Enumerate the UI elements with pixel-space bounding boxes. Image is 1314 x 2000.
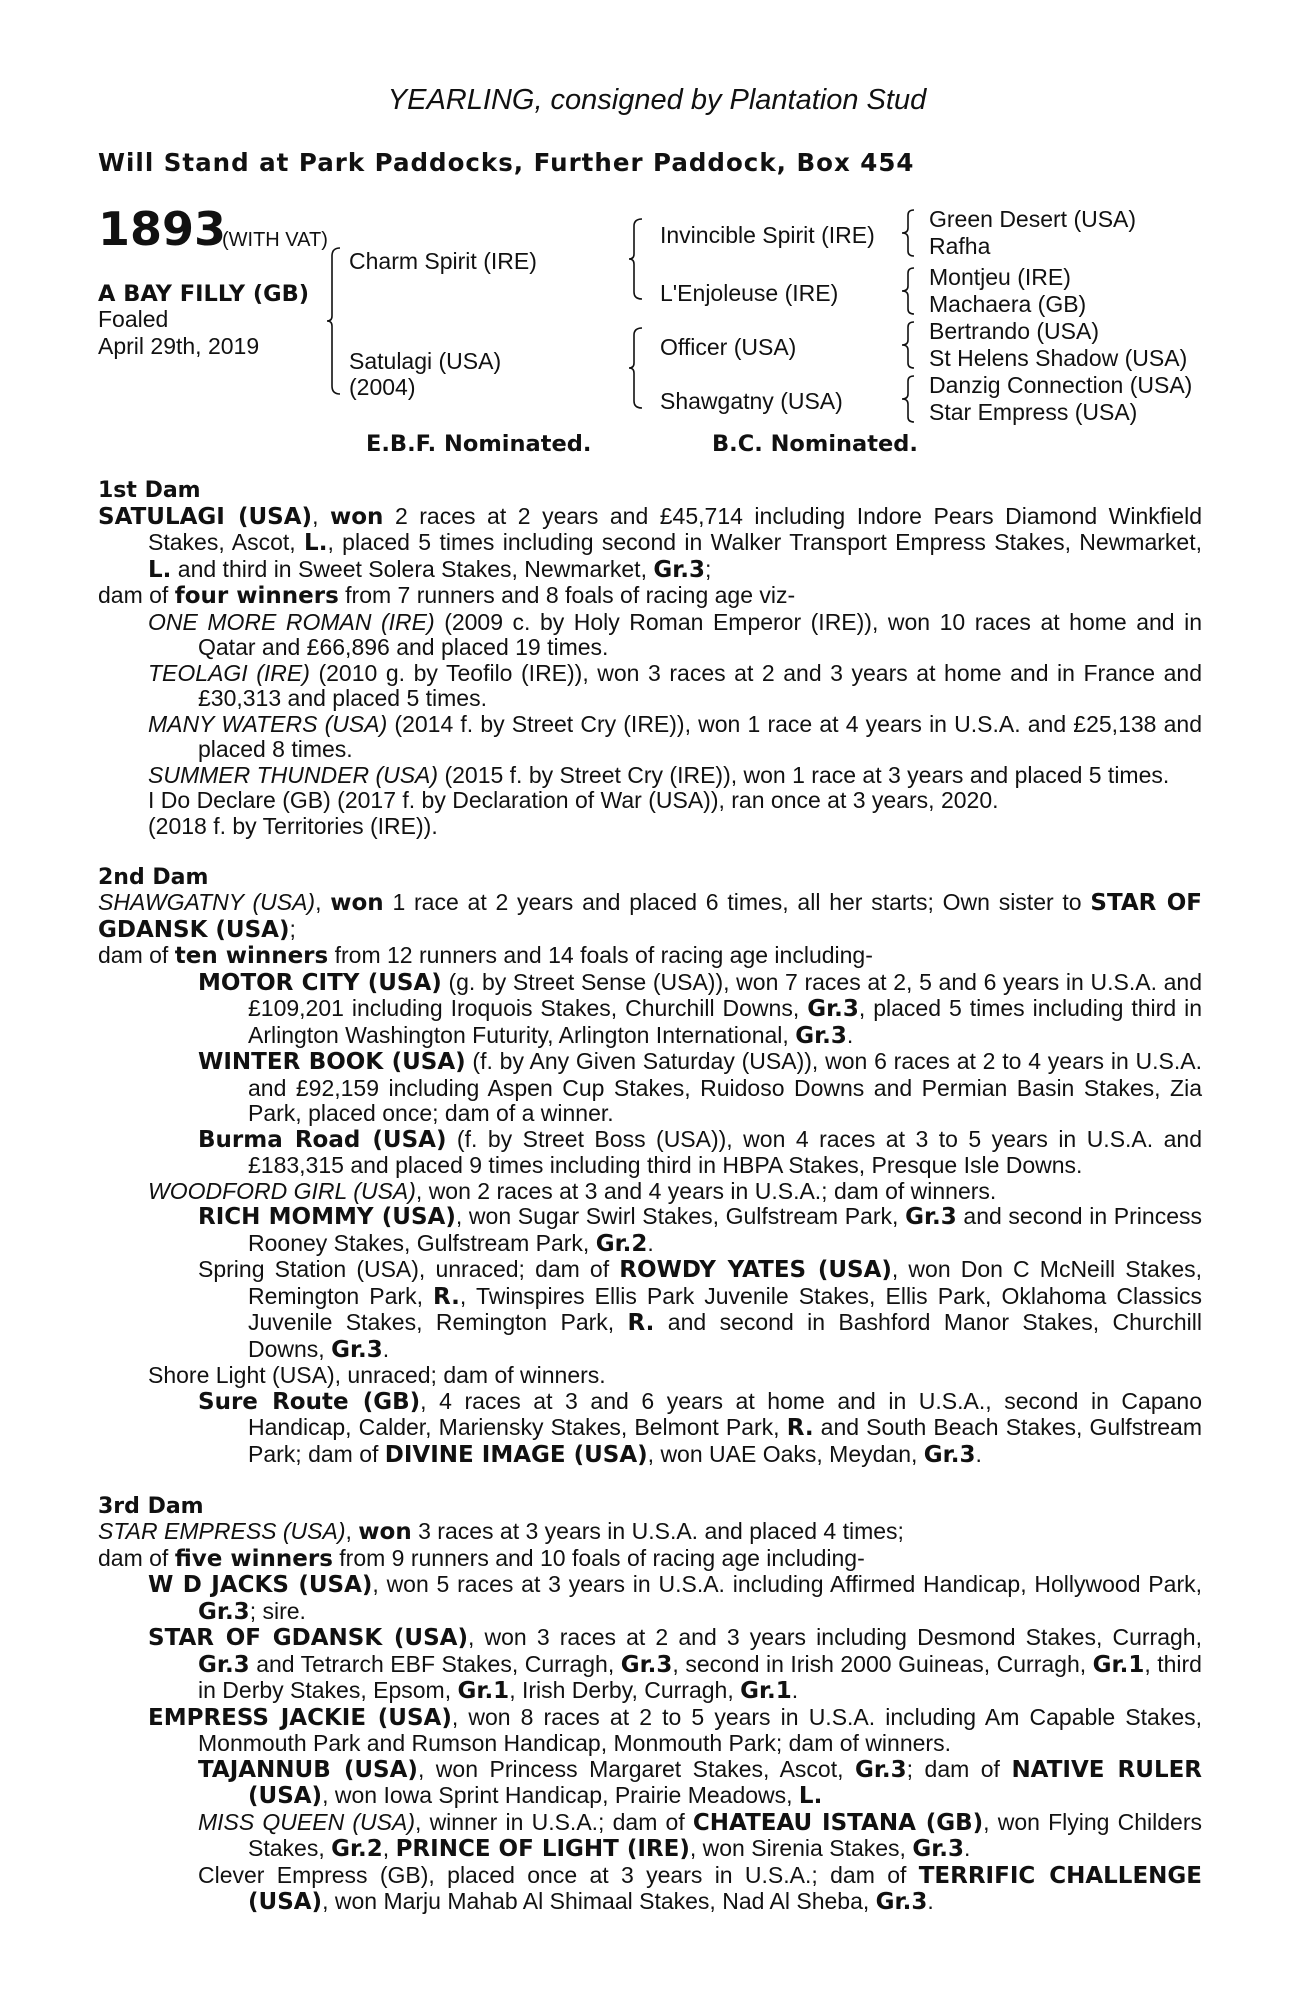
pedigree-dam-sire: Officer (USA) bbox=[660, 334, 797, 360]
offspring-entry: MOTOR CITY (USA) (g. by Street Sense (USA)), won 7 races at 2, 5 and 6 years in U.S.A. and £109,201 including Iroquois Stakes, Churchill Downs, Gr.3, placed 5 times including third in Arlington Washington Futurity, Arlington International, Gr.3. bbox=[198, 968, 1202, 1049]
pedigree-dam-dam: Shawgatny (USA) bbox=[660, 388, 843, 414]
offspring-entry: I Do Declare (GB) (2017 f. by Declaration of War (USA)), ran once at 3 years, 2020. bbox=[148, 787, 999, 813]
consignor-line: YEARLING, consigned by Plantation Stud bbox=[387, 84, 927, 116]
offspring-entry: Shore Light (USA), unraced; dam of winners. bbox=[148, 1362, 606, 1388]
pedigree-brace-ds bbox=[900, 320, 918, 370]
offspring-entry: STAR OF GDANSK (USA), won 3 races at 2 and 3 years including Desmond Stakes, Curragh, Gr.3 and Tetrarch EBF Stakes, Curragh, Gr.3, second in Irish 2000 Guineas, Curragh, Gr.1, third in Derby Stakes, Epsom, Gr.1, Irish Derby, Curragh, Gr.1. bbox=[148, 1624, 1202, 1704]
pedigree-dds: Danzig Connection (USA) bbox=[929, 372, 1193, 398]
offspring-entry: Burma Road (USA) (f. by Street Boss (USA)), won 4 races at 3 to 5 years in U.S.A. and £183,315 and placed 9 times including third in HBPA Stakes, Presque Isle Downs. bbox=[198, 1125, 1202, 1178]
grand-offspring-entry: MISS QUEEN (USA), winner in U.S.A.; dam of CHATEAU ISTANA (GB), won Flying Childers Stakes, Gr.2, PRINCE OF LIGHT (IRE), won Sirenia Stakes, Gr.3. bbox=[198, 1808, 1203, 1862]
grand-offspring-entry: RICH MOMMY (USA), won Sugar Swirl Stakes, Gulfstream Park, Gr.3 and second in Princess Rooney Stakes, Gulfstream Park, Gr.2. bbox=[198, 1203, 1202, 1257]
first-dam-heading: 1st Dam bbox=[98, 478, 201, 503]
offspring-entry: WOODFORD GIRL (USA), won 2 races at 3 and 4 years in U.S.A.; dam of winners. bbox=[148, 1177, 997, 1204]
pedigree-dss: Bertrando (USA) bbox=[929, 318, 1100, 344]
pedigree-brace-main bbox=[326, 246, 346, 396]
pedigree-dam: Satulagi (USA) bbox=[349, 348, 502, 374]
grand-offspring-entry: Sure Route (GB), 4 races at 3 and 6 years at home and in U.S.A., second in Capano Handicap, Calder, Mariensky Stakes, Belmont Park, R. and South Beach Stakes, Gulfstream Park; dam of DIVINE IMAGE (USA), won UAE Oaks, Meydan, Gr.3. bbox=[198, 1387, 1202, 1468]
foaled-label: Foaled bbox=[98, 306, 169, 332]
offspring-entry: TEOLAGI (IRE) (2010 g. by Teofilo (IRE)), won 3 races at 2 and 3 years at home and in France and £30,313 and placed 5 times. bbox=[148, 659, 1202, 711]
offspring-entry: Spring Station (USA), unraced; dam of ROWDY YATES (USA), won Don C McNeill Stakes, Remington Park, R., Twinspires Ellis Park Juvenile Stakes, Ellis Park, Oklahoma Classics Juvenile Stakes, Remington Park, R. and second in Bashford Manor Stakes, Churchill Downs, Gr.3. bbox=[198, 1256, 1202, 1363]
pedigree-sire-sire: Invincible Spirit (IRE) bbox=[660, 222, 875, 248]
bc-nominated: B.C. Nominated. bbox=[712, 431, 918, 457]
lot-number: 1893 bbox=[98, 202, 227, 256]
pedigree-dsd: St Helens Shadow (USA) bbox=[929, 345, 1188, 371]
offspring-entry: W D JACKS (USA), won 5 races at 3 years in U.S.A. including Affirmed Handicap, Hollywood Park, Gr.3; sire. bbox=[148, 1571, 1202, 1625]
pedigree-sds: Montjeu (IRE) bbox=[929, 264, 1071, 290]
pedigree-sire: Charm Spirit (IRE) bbox=[349, 248, 537, 274]
second-dam-heading: 2nd Dam bbox=[98, 864, 209, 890]
offspring-entry: (2018 f. by Territories (IRE)). bbox=[148, 812, 438, 839]
horse-description: A BAY FILLY (GB) bbox=[98, 281, 310, 307]
pedigree-dam-year: (2004) bbox=[349, 374, 416, 400]
offspring-entry: WINTER BOOK (USA) (f. by Any Given Saturday (USA)), won 6 races at 2 to 4 years in U.S.A. and £92,159 including Aspen Cup Stakes, Ruidoso Downs and Permian Basin Stakes, Zia Park, placed once; dam of a winner. bbox=[198, 1048, 1202, 1126]
second-dam-line: SHAWGATNY (USA), won 1 race at 2 years and placed 6 times, all her starts; Own sister to STAR OF GDANSK (USA); bbox=[98, 889, 1203, 943]
first-dam-line: SATULAGI (USA), won 2 races at 2 years and £45,714 including Indore Pears Diamond Winkfield Stakes, Ascot, L., placed 5 times including second in Walker Transport Empress Stakes, Newmarket, L. and third in Sweet Solera Stakes, Newmarket, Gr.3; bbox=[98, 502, 1202, 583]
foaled-date: April 29th, 2019 bbox=[98, 333, 260, 359]
third-dam-produce-line: dam of five winners from 9 runners and 10 foals of racing age including- bbox=[98, 1544, 865, 1572]
pedigree-brace-dd bbox=[900, 374, 918, 424]
offspring-entry: ONE MORE ROMAN (IRE) (2009 c. by Holy Roman Emperor (IRE)), won 10 races at home and in Qatar and £66,896 and placed 19 times. bbox=[148, 608, 1202, 660]
offspring-entry: EMPRESS JACKIE (USA), won 8 races at 2 to 5 years in U.S.A. including Am Capable Stakes, Monmouth Park and Rumson Handicap, Monmouth Park; dam of winners. bbox=[148, 1703, 1203, 1756]
pedigree-sss: Green Desert (USA) bbox=[929, 206, 1137, 232]
first-dam-produce-line: dam of four winners from 7 runners and 8 foals of racing age viz- bbox=[98, 582, 796, 609]
pedigree-brace-dam bbox=[628, 326, 648, 410]
second-dam-produce-line: dam of ten winners from 12 runners and 14 foals of racing age including- bbox=[98, 942, 873, 969]
offspring-entry: MANY WATERS (USA) (2014 f. by Street Cry (IRE)), won 1 race at 4 years in U.S.A. and £25,138 and placed 8 times. bbox=[148, 710, 1202, 762]
pedigree-brace-ss bbox=[900, 208, 918, 258]
stand-location: Will Stand at Park Paddocks, Further Paddock, Box 454 bbox=[98, 148, 915, 177]
third-dam-heading: 3rd Dam bbox=[98, 1493, 204, 1519]
third-dam-line: STAR EMPRESS (USA), won 3 races at 3 years in U.S.A. and placed 4 times; bbox=[98, 1518, 904, 1545]
pedigree-sdd: Machaera (GB) bbox=[929, 291, 1087, 317]
offspring-entry: SUMMER THUNDER (USA) (2015 f. by Street Cry (IRE)), won 1 race at 3 years and placed 5 times. bbox=[148, 761, 1170, 788]
pedigree-sire-dam: L'Enjoleuse (IRE) bbox=[660, 280, 839, 306]
grand-offspring-entry: TAJANNUB (USA), won Princess Margaret Stakes, Ascot, Gr.3; dam of NATIVE RULER (USA), won Iowa Sprint Handicap, Prairie Meadows, L. bbox=[198, 1755, 1203, 1809]
catalogue-body bbox=[98, 478, 1202, 1916]
grand-offspring-entry: Clever Empress (GB), placed once at 3 years in U.S.A.; dam of TERRIFIC CHALLENGE (USA), won Marju Mahab Al Shimaal Stakes, Nad Al Sheba, Gr.3. bbox=[198, 1861, 1203, 1915]
pedigree-brace-sire bbox=[628, 217, 648, 301]
pedigree-ssd: Rafha bbox=[929, 233, 991, 259]
ebf-nominated: E.B.F. Nominated. bbox=[366, 431, 592, 457]
pedigree-brace-sd bbox=[900, 266, 918, 316]
pedigree-ddd: Star Empress (USA) bbox=[929, 399, 1138, 425]
vat-note: (WITH VAT) bbox=[222, 229, 328, 251]
